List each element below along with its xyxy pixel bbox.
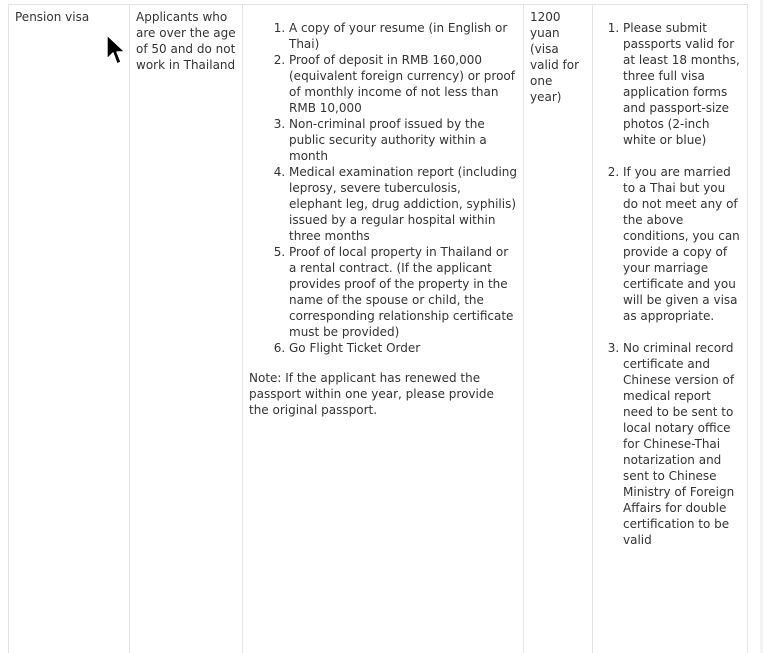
visa-requirements-table <box>8 4 748 653</box>
list-item: 6. Go Flight Ticket Order <box>289 340 517 356</box>
list-item: 4. Medical examination report (including leprosy, severe tuberculosis, elephant leg, drug addiction, syphilis) issued by a regular hospital within three months <box>289 164 517 244</box>
documents-list <box>249 20 517 356</box>
list-item: 2. If you are married to a Thai but you do not meet any of the above conditions, you can provide a copy of your marriage certificate and you will be given a visa as appropriate. <box>623 164 741 324</box>
documents-note: Note: If the applicant has renewed the passport within one year, please provide the original passport. <box>249 371 494 417</box>
list-item: 2. Proof of deposit in RMB 160,000 (equivalent foreign currency) or proof of monthly income of not less than RMB 10,000 <box>289 52 517 116</box>
documents-cell <box>243 5 524 653</box>
fee-cell <box>524 5 593 653</box>
visa-type-text: Pension visa <box>15 10 90 24</box>
mouse-pointer-icon <box>106 34 126 66</box>
fee-text: 1200 yuan (visa valid for one year) <box>530 10 580 104</box>
list-item: 5. Proof of local property in Thailand or a rental contract. (If the applicant provides proof of the property in the name of the spouse or child, the corresponding relationship certificate must be provided) <box>289 244 517 340</box>
eligibility-cell <box>130 5 243 653</box>
list-item: 3. No criminal record certificate and Chinese version of medical report need to be sent to local notary office for Chinese-Thai notarization and sent to Chinese Ministry of Foreign Affairs for double certification to be valid <box>623 340 741 548</box>
eligibility-text: Applicants who are over the age of 50 and do not work in Thailand <box>136 10 236 72</box>
table-row <box>9 5 748 653</box>
notes-list <box>599 20 741 548</box>
list-item: 1. Please submit passports valid for at least 18 months, three full visa application forms and passport-size photos (2-inch white or blue) <box>623 20 741 148</box>
list-item: 1. A copy of your resume (in English or Thai) <box>289 20 517 52</box>
list-item: 3. Non-criminal proof issued by the public security authority within a month <box>289 116 517 164</box>
notes-cell <box>593 5 748 653</box>
visa-type-cell <box>9 5 130 653</box>
